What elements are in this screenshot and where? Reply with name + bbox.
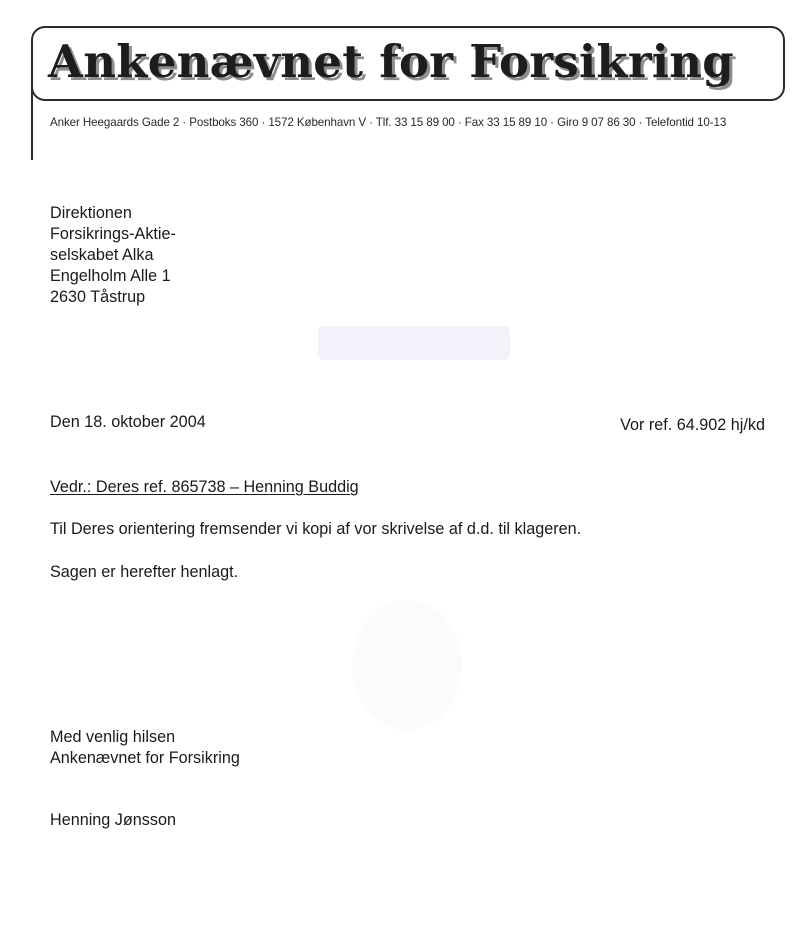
body-paragraph: Sagen er herefter henlagt.	[50, 563, 239, 581]
signer-name: Henning Jønsson	[50, 811, 176, 829]
closing-greeting: Med venlig hilsen	[50, 728, 176, 746]
recipient-address	[50, 203, 176, 308]
letterhead-rule	[31, 60, 33, 160]
scan-smudge	[318, 326, 510, 360]
address-line: selskabet Alka	[50, 246, 154, 264]
our-reference: Vor ref. 64.902 hj/kd	[620, 416, 765, 434]
scan-smudge	[352, 600, 462, 730]
address-line: 2630 Tåstrup	[50, 288, 146, 306]
address-line: Direktionen	[50, 204, 132, 222]
address-line: Engelholm Alle 1	[50, 267, 171, 285]
closing-block	[50, 727, 240, 769]
body-paragraph: Til Deres orientering fremsender vi kopi af vor skrivelse af d.d. til klageren.	[50, 520, 582, 538]
subject-line: Vedr.: Deres ref. 865738 – Henning Buddig	[50, 478, 359, 496]
letter-date: Den 18. oktober 2004	[50, 413, 206, 431]
address-line: Forsikrings-Aktie-	[50, 225, 176, 243]
contact-info-line: Anker Heegaards Gade 2 · Postboks 360 · 1572 København V · Tlf. 33 15 89 00 · Fax 33 15 89 10 · Giro 9 07 86 30 · Telefontid 10-13	[50, 116, 727, 129]
organization-logo-title: Ankenævnet for Forsikring	[48, 35, 735, 88]
closing-organization: Ankenævnet for Forsikring	[50, 749, 240, 767]
